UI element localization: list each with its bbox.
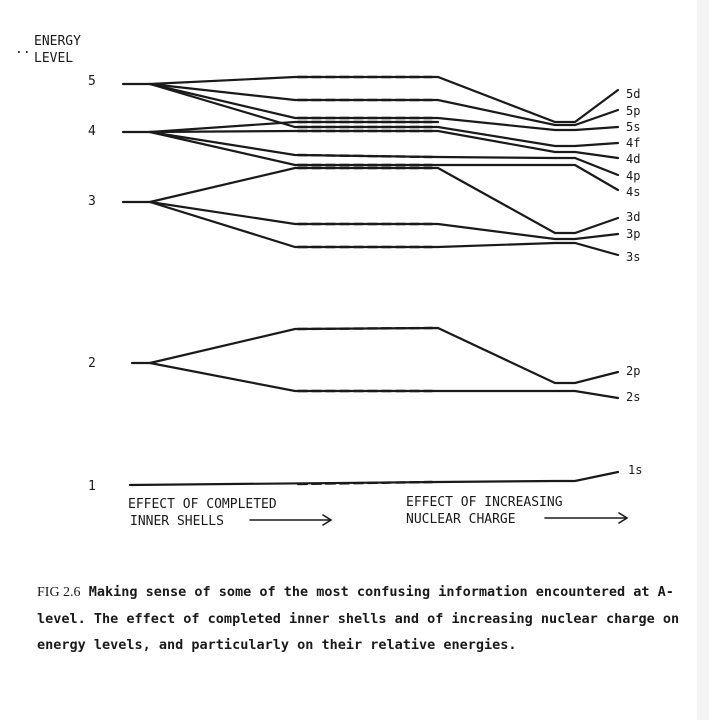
orbital-5p: 5p — [626, 104, 641, 118]
orbital-4s: 4s — [626, 185, 641, 199]
level-label-5: 5 — [88, 74, 96, 89]
energy-header-line1: ENERGY — [34, 34, 81, 49]
orbital-5s: 5s — [626, 120, 641, 134]
line-3p — [150, 202, 618, 239]
dashed-sections — [298, 77, 432, 484]
level-lines — [123, 77, 627, 525]
level-label-1: 1 — [88, 479, 96, 494]
header-dots: .. — [15, 42, 31, 57]
left-effect-line2: INNER SHELLS — [130, 514, 224, 529]
level-label-2: 2 — [88, 356, 96, 371]
figure-caption — [37, 579, 697, 658]
level-3-lines — [150, 168, 618, 255]
orbital-4p: 4p — [626, 169, 641, 183]
orbital-2p: 2p — [626, 364, 641, 378]
left-effect-line1: EFFECT OF COMPLETED — [128, 497, 277, 512]
caption-text: Making sense of some of the most confusing information encountered at A-level. The effect of completed inner shells and of increasing nuclear charge on energy levels, and particularly on their relative energies. — [37, 584, 680, 653]
line-4f — [150, 84, 618, 146]
orbital-4f: 4f — [626, 136, 641, 150]
line-2p — [150, 328, 618, 383]
orbital-4d: 4d — [626, 152, 641, 166]
orbital-3p: 3p — [626, 227, 641, 241]
level-label-4: 4 — [88, 124, 96, 139]
orbital-1s: 1s — [628, 463, 643, 477]
level-2-lines — [150, 328, 618, 398]
right-effect-line2: NUCLEAR CHARGE — [406, 512, 516, 527]
level-5-lines — [150, 77, 618, 146]
orbital-3d: 3d — [626, 210, 641, 224]
orbital-3s: 3s — [626, 250, 641, 264]
energy-header-line2: LEVEL — [34, 51, 74, 66]
orbital-2s: 2s — [626, 390, 641, 404]
level-label-3: 3 — [88, 194, 96, 209]
line-4s — [150, 132, 618, 190]
figure-number: FIG 2.6 — [37, 585, 81, 600]
right-effect-line1: EFFECT OF INCREASING — [406, 495, 563, 510]
orbital-5d: 5d — [626, 87, 641, 101]
